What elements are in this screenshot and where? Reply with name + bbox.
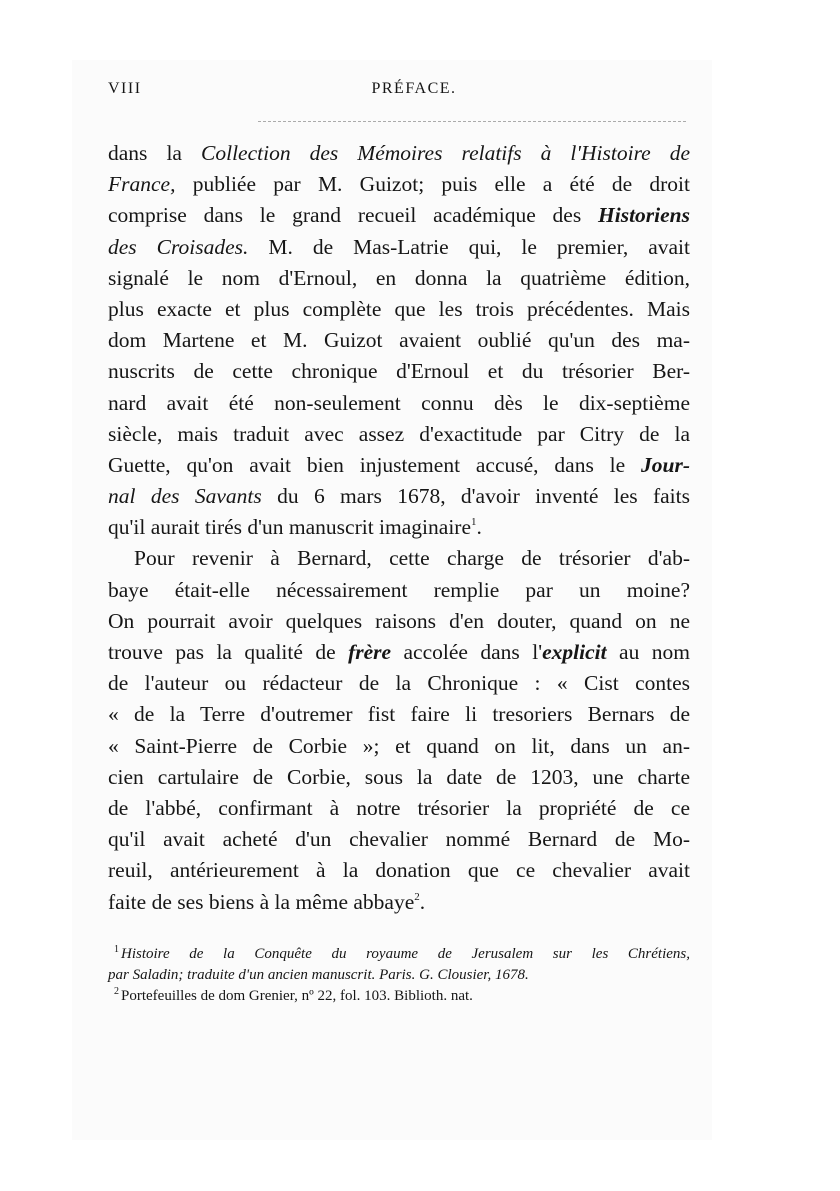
- text-line: signalé le nom d'Ernoul, en donna la quatrième édition,: [108, 265, 690, 290]
- text-line: « de la Terre d'outremer fist faire li tresoriers Bernars de: [108, 702, 690, 727]
- text-line: siècle, mais traduit avec assez d'exactitude par Citry de la: [108, 421, 690, 446]
- text-line: dans la Collection des Mémoires relatifs à l'Histoire de: [108, 141, 690, 165]
- footnote-ref: 1: [471, 516, 477, 529]
- text-line: baye était-elle nécessairement remplie par un moine?: [108, 577, 690, 602]
- footnote-1: $^1$ Histoire de la Conquête du royaume de Jerusalem sur les Chrétiens,: [114, 944, 690, 962]
- text-line: Guette, qu'on avait bien injustement accusé, dans le Jour-: [108, 452, 690, 477]
- text-line: trouve pas la qualité de frère accolée dans l'explicit au nom: [108, 640, 690, 664]
- text-line: cien cartulaire de Corbie, sous la date de 1203, une charte: [108, 764, 690, 789]
- text-line: reuil, antérieurement à la donation que ce chevalier avait: [108, 858, 690, 883]
- text-line: dom Martene et M. Guizot avaient oublié qu'un des ma-: [108, 328, 690, 353]
- text-line: qu'il aurait tirés d'un manuscrit imaginaire$^1$.: [108, 515, 482, 540]
- text-line: nuscrits de cette chronique d'Ernoul et du trésorier Ber-: [108, 359, 690, 384]
- text-line: nal des Savants du 6 mars 1678, d'avoir inventé les faits: [108, 484, 690, 509]
- footnote-ref: 2: [414, 890, 420, 903]
- text-line: des Croisades. M. de Mas-Latrie qui, le premier, avait: [108, 234, 690, 259]
- text-line: plus exacte et plus complète que les trois précédentes. Mais: [108, 296, 690, 321]
- text-line: de l'auteur ou rédacteur de la Chronique : « Cist contes: [108, 671, 690, 696]
- text-line: qu'il avait acheté d'un chevalier nommé Bernard de Mo-: [108, 827, 690, 852]
- text-line: faite de ses biens à la même abbaye$^2$.: [108, 889, 426, 914]
- page-number: VIII: [108, 80, 142, 97]
- paragraph-start: Pour revenir à Bernard, cette charge de trésorier d'ab-: [134, 546, 690, 571]
- text-line: On pourrait avoir quelques raisons d'en douter, quand on ne: [108, 608, 690, 633]
- running-title: PRÉFACE.: [371, 80, 457, 97]
- body-text: [108, 138, 690, 918]
- text-line: de l'abbé, confirmant à notre trésorier la propriété de ce: [108, 795, 690, 820]
- text-line: comprise dans le grand recueil académique des Historiens: [108, 203, 691, 228]
- running-header: [108, 80, 690, 100]
- footnote-1-cont: par Saladin; traduite d'un ancien manuscrit. Paris. G. Clousier, 1678.: [108, 967, 529, 983]
- header-rule: [258, 121, 686, 125]
- text-line: nard avait été non-seulement connu dès le dix-septième: [108, 390, 690, 415]
- text-line: France, publiée par M. Guizot; puis elle a été de droit: [108, 172, 691, 197]
- footnotes: [108, 944, 690, 1007]
- text-line: « Saint-Pierre de Corbie »; et quand on lit, dans un an-: [108, 733, 690, 758]
- footnote-2: $^2$ Portefeuilles de dom Grenier, nº 22, fol. 103. Biblioth. nat.: [114, 986, 473, 1004]
